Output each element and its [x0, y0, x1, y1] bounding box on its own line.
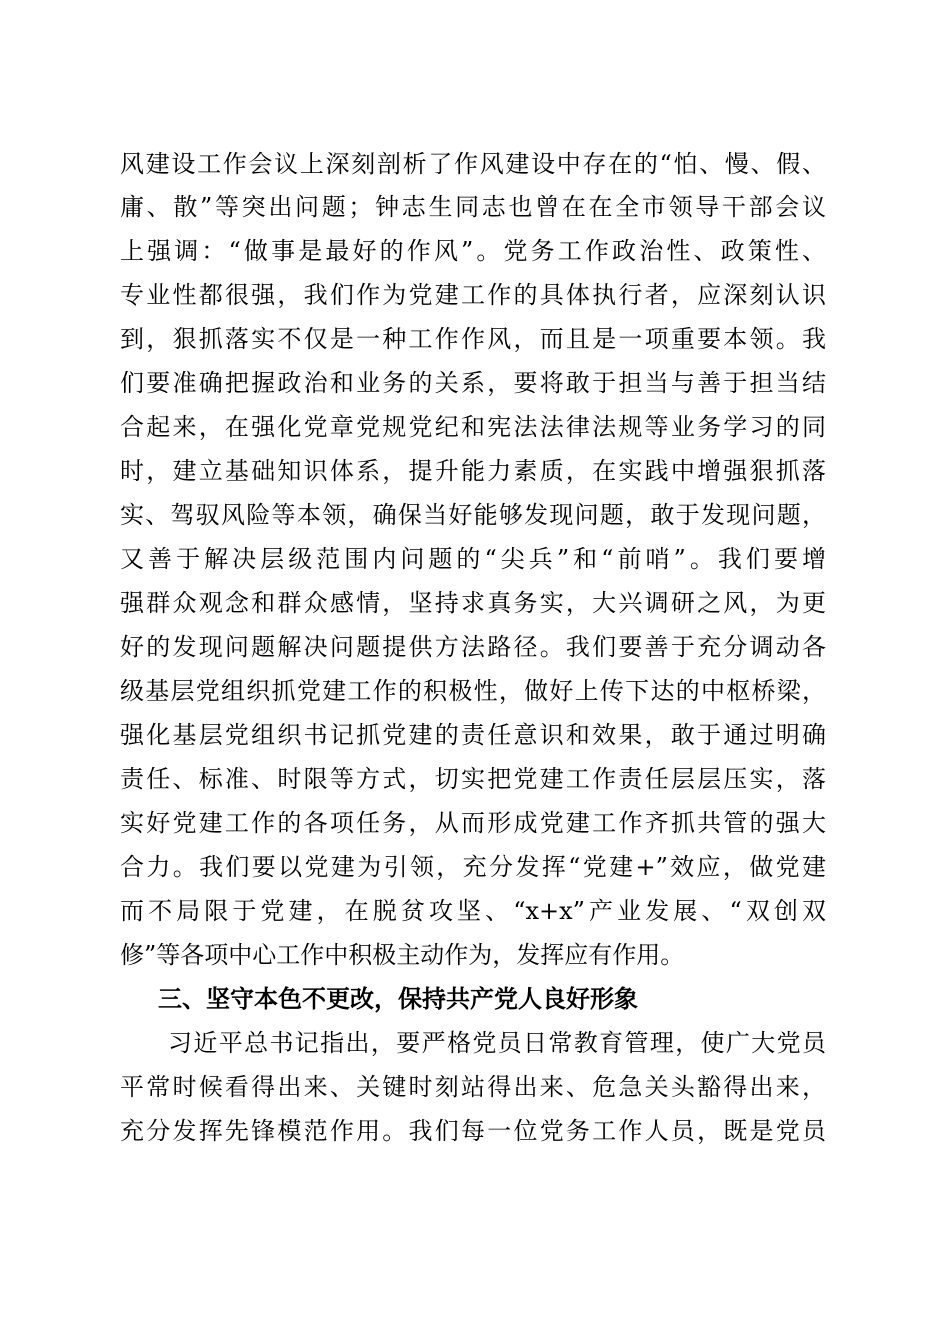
text-line: 好的发现问题解决问题提供方法路径。我们要善于充分调动各: [120, 633, 826, 661]
text-line: 风建设工作会议上深刻剖析了作风建设中存在的“怕、慢、假、: [120, 150, 826, 178]
text-line: 庸、散”等突出问题；钟志生同志也曾在在全市领导干部会议: [120, 193, 826, 221]
text-line: 级基层党组织抓党建工作的积极性，做好上传下达的中枢桥梁，: [120, 677, 826, 705]
text-line: 上强调：“做事是最好的作风”。党务工作政治性、政策性、: [120, 237, 826, 265]
text-line: 充分发挥先锋模范作用。我们每一位党务工作人员，既是党员: [120, 1117, 826, 1145]
text-line: 合起来，在强化党章党规党纪和宪法法律法规等业务学习的同: [120, 413, 826, 441]
text-line: 又善于解决层级范围内问题的“尖兵”和“前哨”。我们要增: [120, 545, 826, 573]
text-line: 而不局限于党建，在脱贫攻坚、“x+x”产业发展、“双创双: [120, 897, 826, 925]
text-line: 平常时候看得出来、关键时刻站得出来、危急关头豁得出来，: [120, 1073, 826, 1101]
text-line: 实好党建工作的各项任务，从而形成党建工作齐抓共管的强大: [120, 809, 826, 837]
text-line: 实、驾驭风险等本领，确保当好能够发现问题，敢于发现问题，: [120, 501, 826, 529]
section-3-heading: 三、坚守本色不更改，保持共产党人良好形象: [158, 985, 638, 1013]
text-line: 专业性都很强，我们作为党建工作的具体执行者，应深刻认识: [120, 281, 826, 309]
text-line: 合力。我们要以党建为引领，充分发挥“党建+”效应，做党建: [120, 853, 826, 881]
text-line: 责任、标准、时限等方式，切实把党建工作责任层层压实，落: [120, 765, 826, 793]
text-line: 修”等各项中心工作中积极主动作为，发挥应有作用。: [120, 941, 685, 969]
text-line: 到，狠抓落实不仅是一种工作作风，而且是一项重要本领。我: [120, 325, 826, 353]
text-line: 们要准确把握政治和业务的关系，要将敢于担当与善于担当结: [120, 369, 826, 397]
text-line: 时，建立基础知识体系，提升能力素质，在实践中增强狠抓落: [120, 457, 826, 485]
text-line: 强群众观念和群众感情，坚持求真务实，大兴调研之风，为更: [120, 589, 826, 617]
text-line: 强化基层党组织书记抓党建的责任意识和效果，敢于通过明确: [120, 721, 826, 749]
text-line: 习近平总书记指出，要严格党员日常教育管理，使广大党员: [168, 1029, 826, 1057]
